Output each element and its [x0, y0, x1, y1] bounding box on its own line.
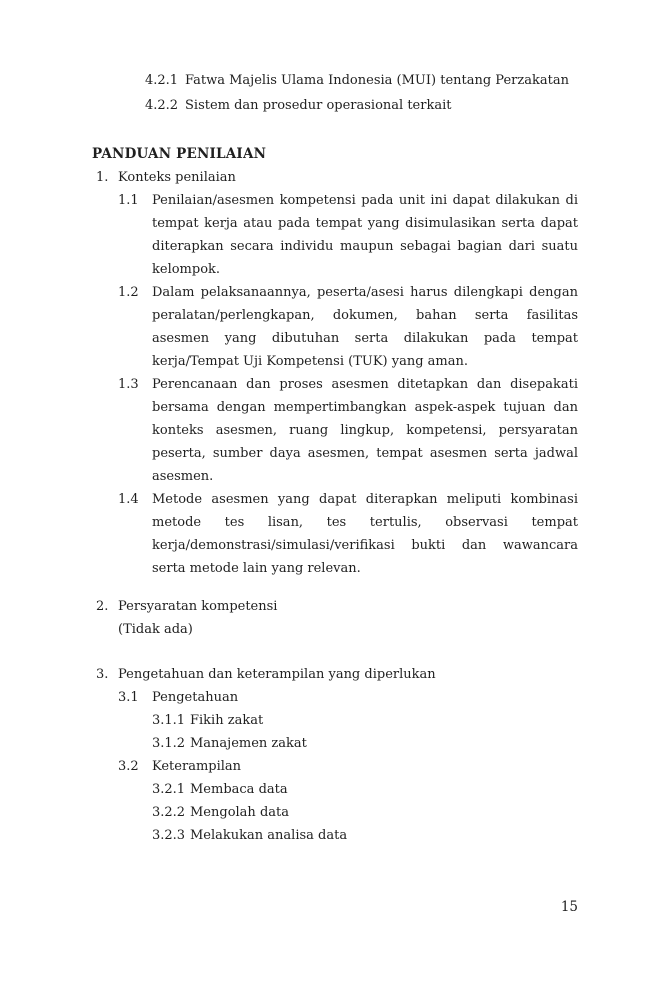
- list-item-number: 3.2.3: [152, 828, 186, 843]
- list-item-3-2-3: [152, 824, 578, 847]
- list-item-number: 3.2.2: [152, 805, 186, 820]
- list-item-4-2-1: [145, 68, 578, 93]
- subsection-number: 3.2: [118, 759, 139, 774]
- section-number: 3.: [96, 667, 109, 682]
- section-title: Konteks penilaian: [118, 170, 236, 185]
- section-persyaratan-kompetensi: [92, 595, 578, 641]
- list-item-text: Fikih zakat: [190, 713, 264, 728]
- list-item-3-2-1: [152, 778, 578, 801]
- list-item-3-2-2: [152, 801, 578, 824]
- section-number: 2.: [96, 599, 109, 614]
- list-item-number: 4.2.2: [145, 98, 179, 113]
- list-item-4-2-2: [145, 93, 578, 118]
- list-item-text: Manajemen zakat: [190, 736, 307, 751]
- section-number: 1.: [96, 170, 109, 185]
- section-title-row: [96, 166, 578, 189]
- section-title: Persyaratan kompetensi: [118, 599, 278, 614]
- subsection-title: Pengetahuan: [152, 690, 239, 705]
- list-item-text: Penilaian/asesmen kompetensi pada unit ini dapat dilakukan di tempat kerja atau pada tempat yang disimulasikan serta dapat diterapkan secara individu maupun sebagai bagian dari suatu kelompok.: [152, 193, 578, 277]
- list-item-number: 1.1: [118, 193, 139, 208]
- list-item-text: Fatwa Majelis Ulama Indonesia (MUI) tentang Perzakatan: [185, 73, 569, 88]
- list-item-text: Mengolah data: [190, 805, 289, 820]
- list-item-text: Perencanaan dan proses asesmen ditetapkan dan disepakati bersama dengan mempertimbangkan aspek-aspek tujuan dan konteks asesmen, ruang lingkup, kompetensi, persyaratan peserta, sumber daya asesmen, tempat asesmen serta jadwal asesmen.: [152, 377, 578, 484]
- list-item-text: Melakukan analisa data: [190, 828, 348, 843]
- list-4-2: [145, 68, 578, 118]
- list-item-text: Membaca data: [190, 782, 288, 797]
- list-item-3-1-2: [152, 732, 578, 755]
- section-title-row: [96, 595, 578, 618]
- subsection-3-1: [118, 686, 578, 709]
- section-pengetahuan-keterampilan: [92, 663, 578, 847]
- list-item-text: Dalam pelaksanaannya, peserta/asesi harus dilengkapi dengan peralatan/perlengkapan, dokumen, bahan serta fasilitas asesmen yang dibutuhan serta dilakukan pada tempat kerja/Tempat Uji Kompetensi (TUK) yang aman.: [152, 285, 578, 369]
- page-number: 15: [560, 899, 578, 915]
- list-item-3-1-1: [152, 709, 578, 732]
- section-title-row: [96, 663, 578, 686]
- list-item-1-1: [118, 189, 578, 281]
- section-note: (Tidak ada): [118, 622, 193, 637]
- subsection-number: 3.1: [118, 690, 139, 705]
- list-item-number: 1.2: [118, 285, 139, 300]
- list-item-1-4: [118, 488, 578, 580]
- list-item-text: Sistem dan prosedur operasional terkait: [185, 98, 452, 113]
- list-item-text: Metode asesmen yang dapat diterapkan meliputi kombinasi metode tes lisan, tes tertulis, observasi tempat kerja/demonstrasi/simulasi/verifikasi bukti dan wawancara serta metode lain yang relevan.: [152, 492, 578, 576]
- heading-panduan-penilaian: PANDUAN PENILAIAN: [92, 146, 267, 162]
- list-item-number: 3.2.1: [152, 782, 186, 797]
- list-item-number: 3.1.2: [152, 736, 186, 751]
- section-konteks-penilaian: [92, 166, 578, 580]
- list-item-number: 1.4: [118, 492, 139, 507]
- list-item-number: 3.1.1: [152, 713, 186, 728]
- list-item-number: 1.3: [118, 377, 139, 392]
- list-item-1-2: [118, 281, 578, 373]
- subsection-title: Keterampilan: [152, 759, 242, 774]
- section-title: Pengetahuan dan keterampilan yang diperlukan: [118, 667, 436, 682]
- subsection-3-2: [118, 755, 578, 778]
- list-item-number: 4.2.1: [145, 73, 179, 88]
- list-item-1-3: [118, 373, 578, 488]
